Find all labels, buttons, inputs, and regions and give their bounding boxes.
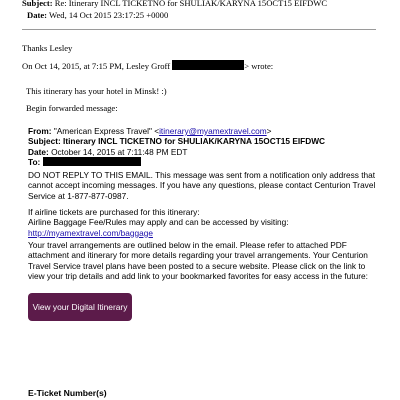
redacted-email [172, 60, 244, 70]
fwd-from-row [28, 126, 380, 136]
view-digital-itinerary-button[interactable]: View your Digital Itinerary [28, 293, 132, 321]
subject-value: Re: Itinerary INCL TICKETNO for SHULIAK/KARYNA 15OCT15 EIFDWC [54, 0, 328, 8]
fwd-from-label: From: [28, 126, 52, 136]
fwd-to-row [28, 157, 380, 167]
fwd-subject-row [28, 136, 380, 146]
fwd-date-row [28, 147, 380, 157]
redacted-recipient [43, 157, 141, 166]
eticket-heading: E-Ticket Number(s) [28, 388, 107, 398]
forwarded-headers [28, 126, 380, 168]
arrangements-paragraph: Your travel arrangements are outlined below in the email. Please refer to attached PDF attachment and itinerary for more details regarding your travel arrangements. Your Centurion Travel Service travel plans have been posted to a secure website. Please click on the link to view your trip details and add link to your bookmarked favorites for easy access in the future: [28, 240, 368, 282]
fwd-from-email-link[interactable]: itinerary@myamextravel.com [159, 126, 267, 136]
date-row [27, 10, 168, 21]
fwd-date-value: October 14, 2015 at 7:11:48 PM EDT [51, 146, 188, 157]
quoted-line-begin-forward: Begin forwarded message: [26, 103, 118, 113]
airline-line-1: If airline tickets are purchased for this itinerary: [28, 207, 200, 217]
fwd-subject-label: Subject: [28, 136, 61, 147]
fwd-to-label: To: [28, 157, 41, 168]
date-value: Wed, 14 Oct 2015 23:17:25 +0000 [49, 10, 169, 20]
quote-attribution [22, 60, 273, 72]
quote-prefix: On Oct 14, 2015, at 7:15 PM, Lesley Groff [22, 61, 171, 71]
do-not-reply-notice: DO NOT REPLY TO THIS EMAIL. This message was sent from a notification only address that cannot accept incoming messages. If you have any questions, please contact Centurion Travel Service at 1-877-877-0987. [28, 170, 376, 201]
fwd-subject-value: Itinerary INCL TICKETNO for SHULIAK/KARYNA 15OCT15 EIFDWC [63, 136, 326, 147]
airline-line-2: Airline Baggage Fee/Rules may apply and can be accessed by visiting: [28, 217, 289, 228]
header-divider [22, 29, 376, 30]
quote-suffix: > wrote: [244, 61, 274, 71]
date-label: Date: [27, 10, 48, 20]
subject-row [22, 0, 327, 9]
greeting: Thanks Lesley [22, 43, 73, 53]
fwd-from-name: "American Express Travel" < [53, 126, 160, 136]
fwd-from-close: > [266, 126, 272, 136]
subject-label: Subject: [22, 0, 53, 8]
quoted-line-hotel: This itinerary has your hotel in Minsk! :) [26, 86, 167, 96]
fwd-date-label: Date: [28, 146, 49, 157]
airline-notice [28, 207, 380, 238]
baggage-link[interactable]: http://myamextravel.com/baggage [28, 227, 153, 238]
